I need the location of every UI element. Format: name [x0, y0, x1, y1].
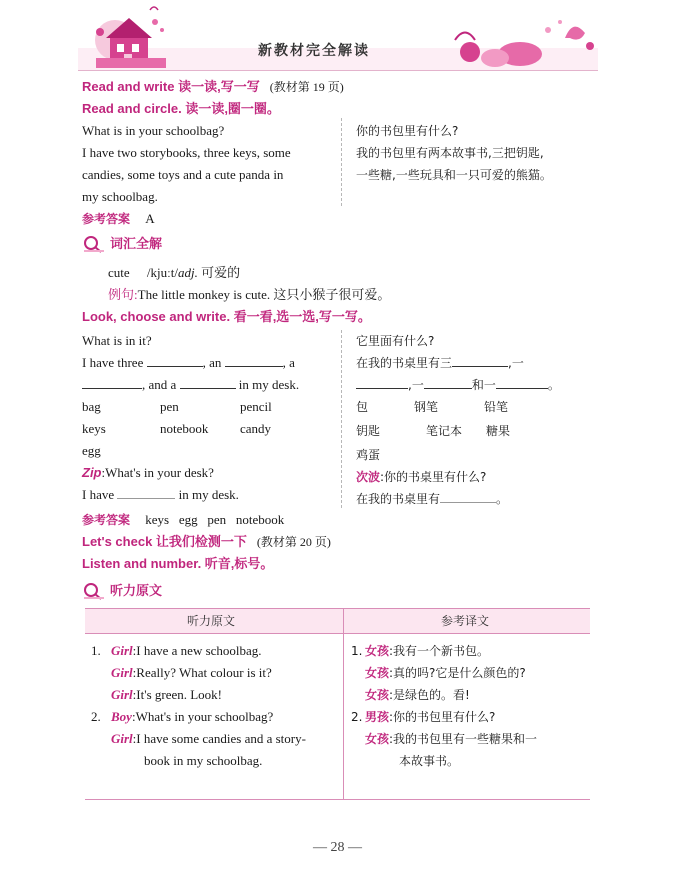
section-lets-check: [82, 531, 331, 553]
section-heading: Read and write 读一读,写一写: [82, 79, 260, 94]
options-row: egg: [82, 443, 101, 458]
blank-field[interactable]: [225, 352, 283, 367]
column-header: 参考译文: [441, 614, 490, 628]
reading-passage-en: [82, 120, 332, 208]
table-row: 女孩:真的吗?它是什么颜色的?: [365, 666, 526, 680]
answer-label: 参考答案: [82, 212, 131, 226]
reading-passage-cn: [356, 120, 606, 186]
table-row: 女孩:我的书包里有一些糖果和一: [365, 732, 538, 746]
table-header: [85, 608, 590, 634]
column-header: 听力原文: [187, 614, 236, 628]
passage-line: candies, some toys and a cute panda in: [82, 167, 284, 182]
table-row: book in my schoolbag.: [144, 753, 263, 768]
transcript-cn: [351, 640, 589, 772]
table-row: 2. 男孩:你的书包里有什么?: [351, 710, 496, 724]
exercise-en: [82, 330, 337, 506]
blank-field[interactable]: [440, 488, 496, 503]
vocab-pos: adj.: [177, 265, 198, 280]
passage-line: What is in your schoolbag?: [82, 123, 225, 138]
listening-title: [82, 580, 162, 601]
table-row: Girl:It's green. Look!: [111, 687, 223, 702]
example-text: The little monkey is cute. 这只小猴子很可爱。: [137, 287, 391, 302]
table-body: [85, 634, 590, 800]
zip-answer-cn: 在我的书桌里有 。: [356, 488, 606, 510]
transcript-en: [91, 640, 341, 772]
zip-question: Zip:What's in your desk?: [82, 465, 214, 480]
exercise-question: What is in it?: [82, 333, 152, 348]
sub-heading: Listen and number. 听音,标号。: [82, 556, 274, 571]
column-divider: [341, 118, 342, 206]
magnifier-icon: [82, 581, 106, 601]
passage-line: I have two storybooks, three keys, some: [82, 145, 291, 160]
textbook-ref: (教材第 19 页): [269, 80, 344, 94]
passage-line: 一些糖,一些玩具和一只可爱的熊猫。: [356, 168, 552, 182]
header-decoration: [0, 0, 675, 72]
blank-field[interactable]: [424, 374, 472, 389]
textbook-ref: (教材第 20 页): [256, 535, 331, 549]
exercise-cn: 它里面有什么? 在我的书桌里有三 ,一 ,一 和一 。 包 钢笔 铅笔 钥匙 笔记本 糖果 鸡蛋 次波:你的书桌里有什么? 在我的书桌里有 。: [356, 330, 606, 510]
page-number: — 28 —: [313, 840, 362, 855]
exercise-line: , and a in my desk.: [82, 374, 337, 396]
answer-line: [82, 208, 155, 230]
blank-field[interactable]: [147, 352, 203, 367]
table-row: 本故事书。: [399, 754, 460, 768]
blank-field[interactable]: [452, 352, 508, 367]
section-read-write: [82, 76, 344, 98]
exercise-line: I have three , an , a: [82, 352, 337, 374]
options-row: bag pen pencil: [82, 399, 272, 414]
blank-field[interactable]: [180, 374, 236, 389]
table-row: 女孩:是绿色的。看!: [365, 688, 470, 702]
blank-field[interactable]: [117, 484, 175, 499]
vocab-phonetic: /kjuːt/: [146, 265, 178, 280]
listening-title-text: 听力原文: [110, 584, 163, 599]
table-row: 1. 女孩:我有一个新书包。: [351, 644, 490, 658]
sub-heading: Read and circle. 读一读,圈一圈。: [82, 101, 280, 116]
passage-line: 你的书包里有什么?: [356, 124, 459, 138]
answer-value: keys egg pen notebook: [145, 512, 285, 527]
answer-line: [82, 509, 284, 531]
options-row: 钥匙 笔记本 糖果: [356, 424, 511, 438]
header-title: 新教材完全解读: [258, 43, 370, 59]
options-row: keys notebook candy: [82, 421, 272, 436]
vocab-example: [108, 284, 390, 306]
vocab-title-text: 词汇全解: [110, 237, 163, 252]
options-row: 包 钢笔 铅笔: [356, 400, 509, 414]
magnifier-icon: [82, 234, 106, 254]
exercise-line: ,一 和一 。: [356, 374, 606, 396]
table-row: Girl:I have some candies and a story-: [111, 731, 306, 746]
section-heading: Let's check 让我们检测一下: [82, 534, 247, 549]
passage-line: 我的书包里有两本故事书,三把钥匙,: [356, 146, 544, 160]
answer-label: 参考答案: [82, 513, 131, 527]
header-rule: [78, 70, 598, 71]
passage-line: my schoolbag.: [82, 189, 158, 204]
exercise-line: 在我的书桌里有三 ,一: [356, 352, 606, 374]
vocab-entry: [108, 262, 240, 284]
zip-answer: I have in my desk.: [82, 484, 337, 506]
table-row: 2. Boy:What's in your schoolbag?: [91, 709, 274, 724]
blank-field[interactable]: [496, 374, 548, 389]
table-row: Girl:Really? What colour is it?: [111, 665, 272, 680]
answer-value: A: [145, 211, 155, 226]
zip-question-cn: 次波:你的书桌里有什么?: [356, 470, 487, 484]
example-label: 例句:: [108, 287, 138, 302]
vocab-word: cute: [108, 265, 130, 280]
table-row: 1. Girl:I have a new schoolbag.: [91, 643, 262, 658]
listening-table: [85, 608, 590, 800]
blank-field[interactable]: [82, 374, 142, 389]
blank-field[interactable]: [356, 374, 408, 389]
vocab-meaning: 可爱的: [201, 265, 241, 280]
column-divider: [341, 330, 342, 508]
section-heading: Look, choose and write. 看一看,选一选,写一写。: [82, 309, 371, 324]
vocab-title: [82, 233, 162, 254]
